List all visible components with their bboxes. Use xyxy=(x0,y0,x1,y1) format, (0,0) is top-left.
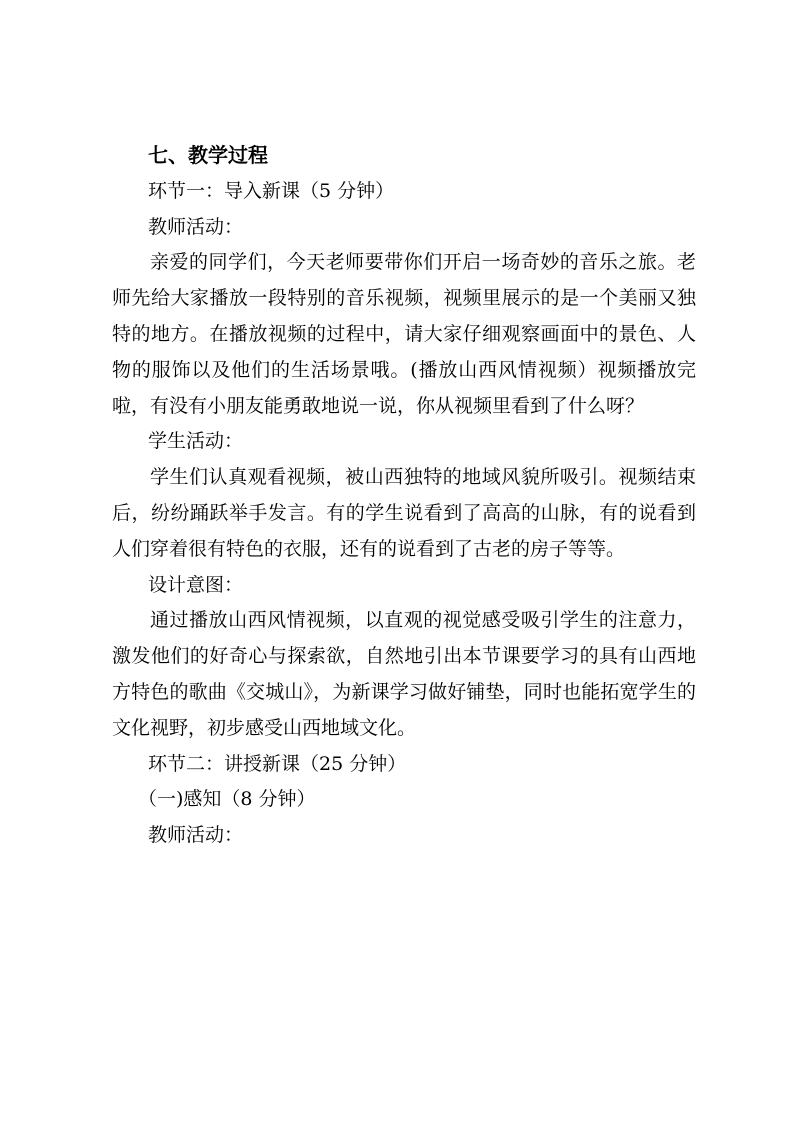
stage2-title: 环节二：讲授新课（25 分钟） xyxy=(148,752,407,775)
stage1-design-text: 通过播放山西风情视频，以直观的视觉感受吸引学生的注意力，激发他们的好奇心与探索欲，自然地引出本节课要学习的具有山西地方特色的歌曲《交城山》，为新课学习做好铺垫，同时也能拓宽学生的文化视野，初步感受山西地域文化。 xyxy=(112,609,696,739)
stage1-student-label: 学生活动： xyxy=(148,430,244,453)
stage1-design-paragraph xyxy=(112,603,696,746)
stage1-design-label: 设计意图： xyxy=(148,573,244,596)
stage1-teacher-label: 教师活动： xyxy=(148,215,244,238)
stage2-teacher-label: 教师活动： xyxy=(148,824,244,847)
stage1-teacher-paragraph xyxy=(112,245,696,424)
stage1-teacher-text: 亲爱的同学们，今天老师要带你们开启一场奇妙的音乐之旅。老师先给大家播放一段特别的音乐视频，视频里展示的是一个美丽又独特的地方。在播放视频的过程中，请大家仔细观察画面中的景色、人物的服饰以及他们的生活场景哦。(播放山西风情视频）视频播放完啦，有没有小朋友能勇敢地说一说，你从视频里看到了什么呀？ xyxy=(112,251,696,417)
stage1-title: 环节一：导入新课（5 分钟） xyxy=(148,179,395,202)
stage2-sub-title: （一)感知（8 分钟） xyxy=(138,788,316,811)
stage1-student-text: 学生们认真观看视频，被山西独特的地域风貌所吸引。视频结束后，纷纷踊跃举手发言。有的学生说看到了高高的山脉，有的说看到人们穿着很有特色的衣服，还有的说看到了古老的房子等等。 xyxy=(112,466,696,560)
section-title: 七、教学过程 xyxy=(148,143,268,167)
stage1-student-paragraph xyxy=(112,460,696,567)
document-body xyxy=(112,138,696,854)
